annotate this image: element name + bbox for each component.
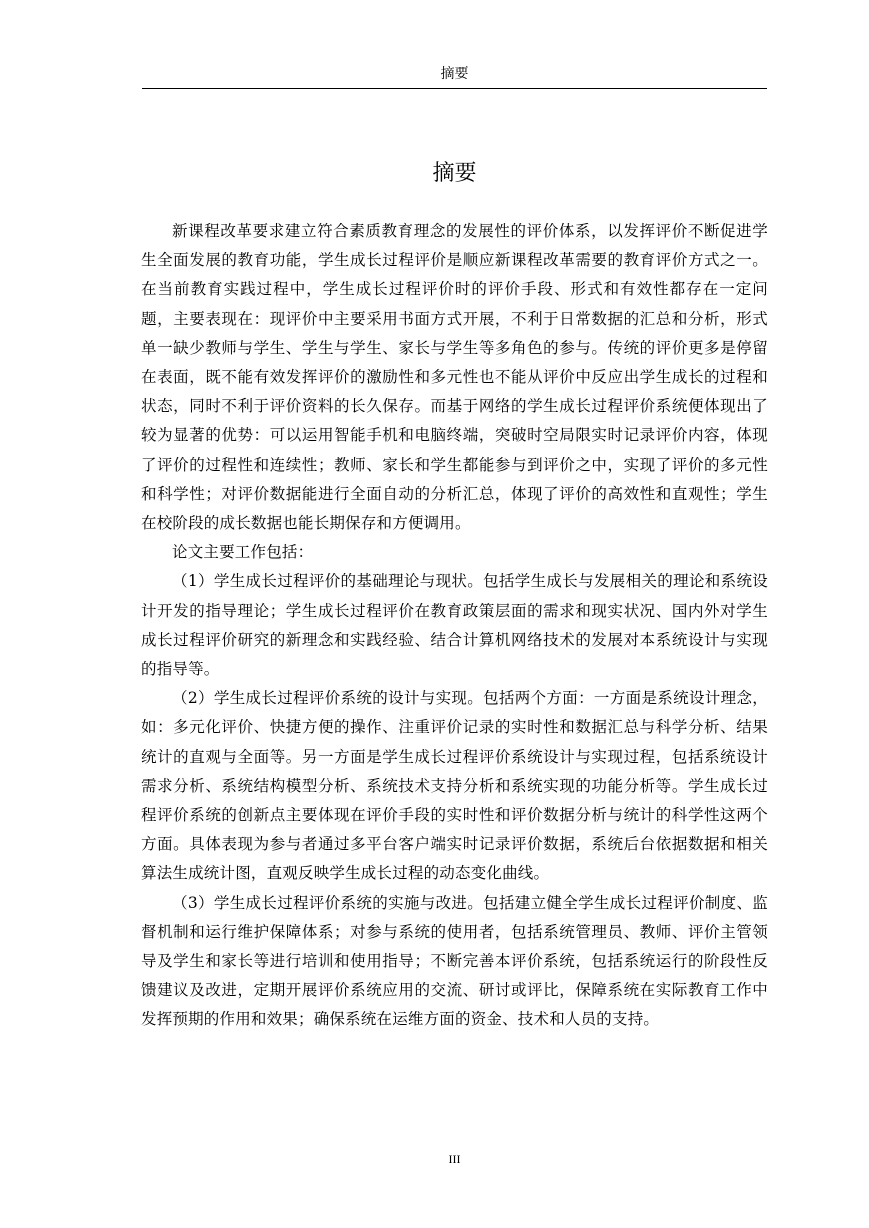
header-rule	[142, 88, 767, 89]
paragraph-item-1: （1）学生成长过程评价的基础理论与现状。包括学生成长与发展相关的理论和系统设计开发的指导理论；学生成长过程评价在教育政策层面的需求和现实状况、国内外对学生成长过程评价研究的新理念和实践经验、结合计算机网络技术的发展对本系统设计与实现的指导等。	[141, 572, 768, 679]
page-number: III	[448, 1152, 461, 1166]
paragraph-item-3: （3）学生成长过程评价系统的实施与改进。包括建立健全学生成长过程评价制度、监督机制和运行维护保障体系；对参与系统的使用者，包括系统管理员、教师、评价主管领导及学生和家长等进行培训和使用指导；不断完善本评价系统，包括系统运行的阶段性反馈建议及改进，定期开展评价系统应用的交流、研讨或评比，保障系统在实际教育工作中发挥预期的作用和效果；确保系统在运维方面的资金、技术和人员的支持。	[141, 893, 768, 1029]
abstract-body	[141, 217, 768, 1035]
page-title: 摘要	[432, 161, 477, 186]
paragraph-item-2: （2）学生成长过程评价系统的设计与实现。包括两个方面：一方面是系统设计理念，如：多元化评价、快捷方便的操作、注重评价记录的实时性和数据汇总与科学分析、结果统计的直观与全面等。另一方面是学生成长过程评价系统设计与实现过程，包括系统设计需求分析、系统结构模型分析、系统技术支持分析和系统实现的功能分析等。学生成长过程评价系统的创新点主要体现在评价手段的实时性和评价数据分析与统计的科学性这两个方面。具体表现为参与者通过多平台客户端实时记录评价数据，系统后台依据数据和相关算法生成统计图，直观反映学生成长过程的动态变化曲线。	[141, 689, 768, 883]
paragraph-main-work: 论文主要工作包括：	[172, 543, 314, 562]
running-header: 摘要	[440, 66, 469, 82]
paragraph-intro: 新课程改革要求建立符合素质教育理念的发展性的评价体系，以发挥评价不断促进学生全面发展的教育功能，学生成长过程评价是顺应新课程改革需要的教育评价方式之一。在当前教育实践过程中，学生成长过程评价时的评价手段、形式和有效性都存在一定问题，主要表现在：现评价中主要采用书面方式开展，不利于日常数据的汇总和分析，形式单一缺少教师与学生、学生与学生、家长与学生等多角色的参与。传统的评价更多是停留在表面，既不能有效发挥评价的激励性和多元性也不能从评价中反应出学生成长的过程和状态，同时不利于评价资料的长久保存。而基于网络的学生成长过程评价系统便体现出了较为显著的优势：可以运用智能手机和电脑终端，突破时空局限实时记录评价内容，体现了评价的过程性和连续性；教师、家长和学生都能参与到评价之中，实现了评价的多元性和科学性；对评价数据能进行全面自动的分析汇总，体现了评价的高效性和直观性；学生在校阶段的成长数据也能长期保存和方便调用。	[141, 222, 768, 533]
